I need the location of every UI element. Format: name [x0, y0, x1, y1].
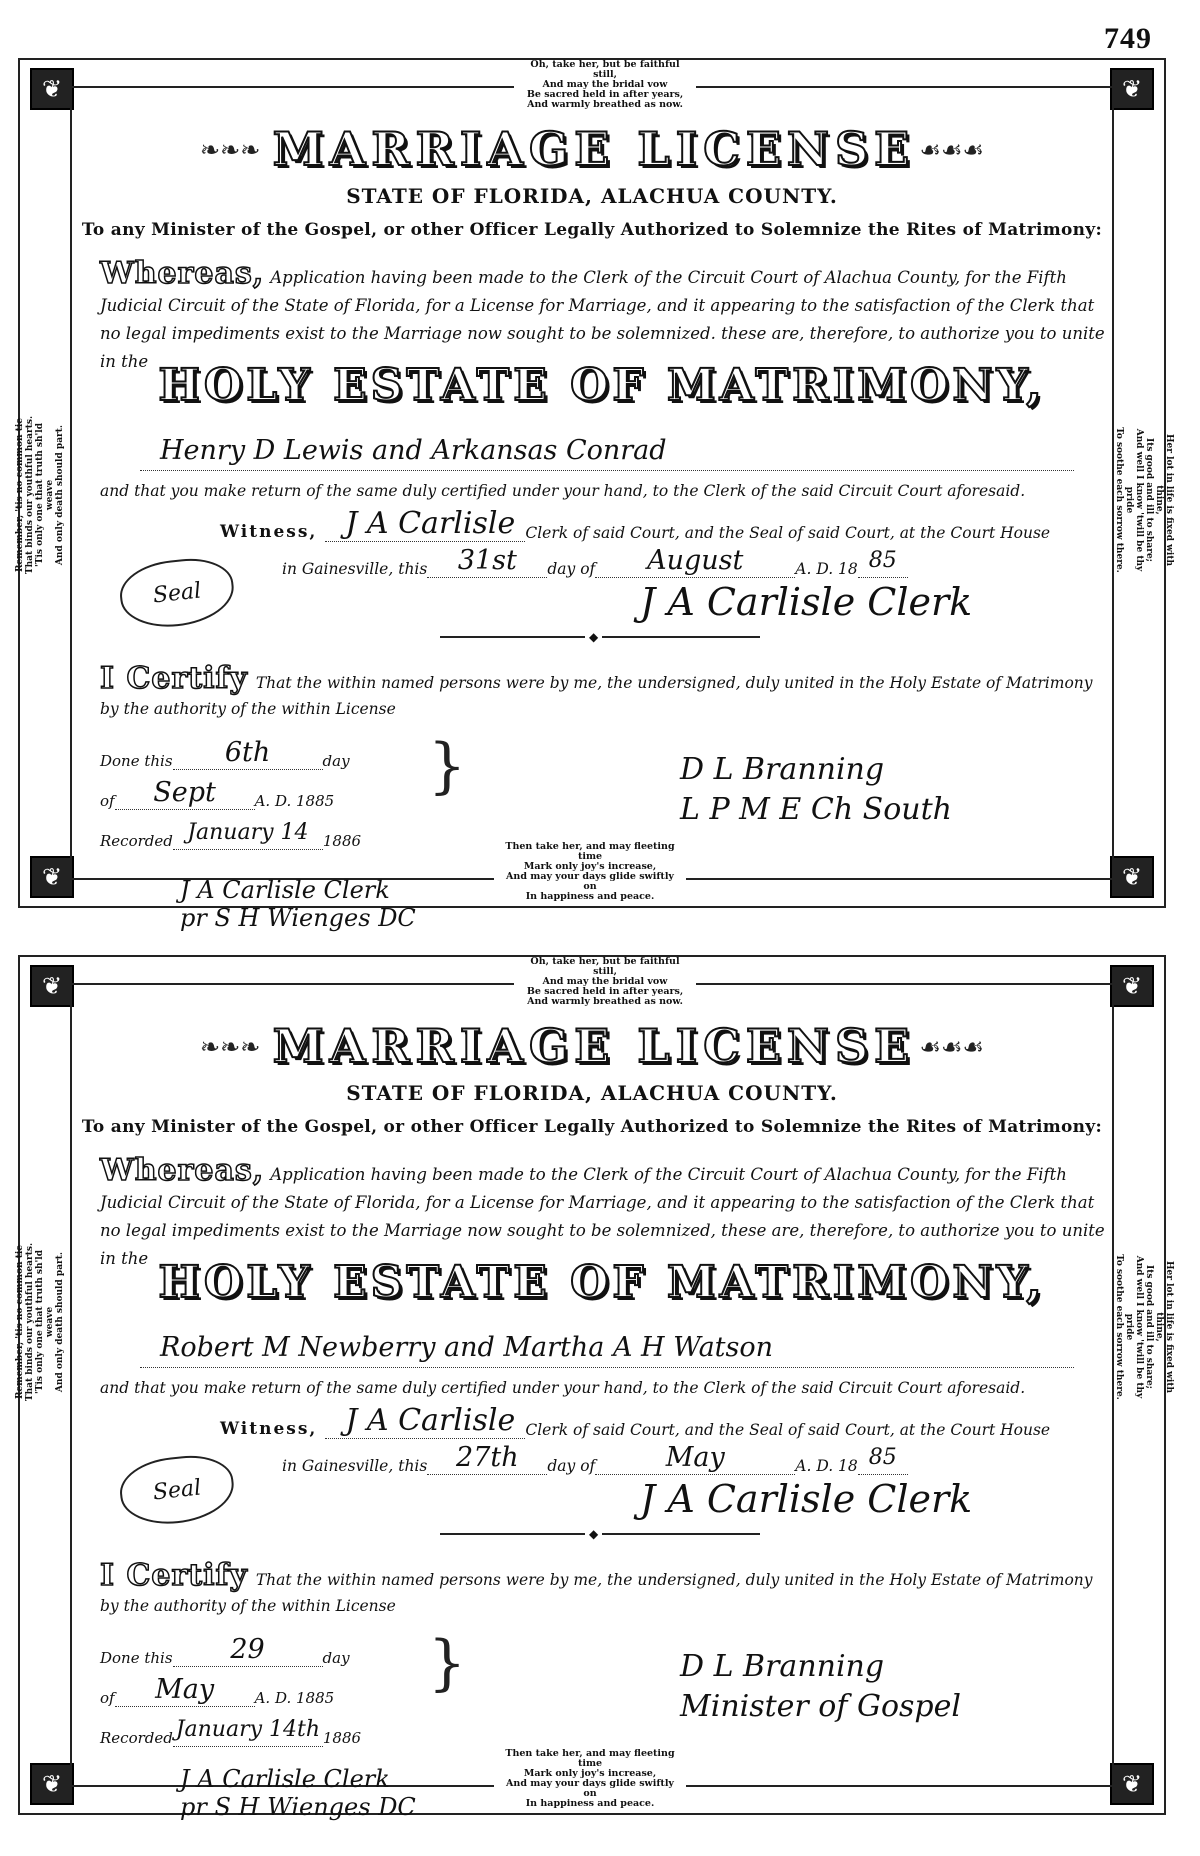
whereas-text: Application having been made to the Clerk of the Circuit Court of Alachua County, for the Fifth Judicial Circuit of the State of Florida, for a License for Marriage, and it appearing to the satisfaction of the Clerk that no legal impediments exist to the Marriage now sought to be solemnized, these are, therefore, to authorize you to unite in the: [100, 1165, 1105, 1268]
corner-ornament-icon: ❦: [30, 68, 74, 110]
recorded-label: Recorded: [100, 832, 173, 850]
in-gainesville-label: in Gainesville, this: [282, 560, 428, 578]
recorded-date: January 14: [173, 817, 323, 850]
state-heading: STATE OF FLORIDA, ALACHUA COUNTY.: [346, 184, 838, 208]
left-side-verse: Remember, 'tis no common tie That binds our youthful hearts. 'Tis only one that truth sh'ld weave And only death should part.: [15, 415, 65, 575]
corner-ornament-icon: ❦: [30, 1763, 74, 1805]
whereas-paragraph: [100, 256, 1112, 376]
done-month: May: [115, 1674, 255, 1707]
issue-date-row: [282, 546, 1104, 578]
flourish-icon: ☙☙☙: [919, 1033, 984, 1061]
recorded-year: 1886: [322, 1729, 362, 1747]
certify-paragraph: [100, 661, 1112, 722]
return-instruction: and that you make return of the same duly certified under your hand, to the Clerk of the said Circuit Court aforesaid.: [100, 1379, 1026, 1397]
whereas-paragraph: [100, 1153, 1112, 1273]
done-ad: A. D. 1885: [254, 792, 335, 810]
bottom-poem: Then take her, and may fleeting time Mark only joy's increase, And may your days glide swiftly on In happiness and peace.: [494, 1749, 686, 1809]
top-poem: Oh, take her, but be faithful still, And may the bridal vow Be sacred held in after years, And warmly breathed as now.: [514, 957, 696, 1007]
clerk-signature: J A Carlisle Clerk: [640, 580, 973, 624]
license-title: MARRIAGE LICENSE: [272, 122, 916, 176]
minister-line-2: Minister of Gospel: [680, 1689, 961, 1724]
corner-ornament-icon: ❦: [1110, 965, 1154, 1007]
minister-signature: [680, 1647, 961, 1727]
done-day: 6th: [173, 737, 323, 770]
license-title: MARRIAGE LICENSE: [272, 1019, 916, 1073]
witness-label: Witness,: [220, 522, 318, 542]
minister-line-2: L P M E Ch South: [680, 792, 952, 827]
page-number: 749: [1104, 22, 1152, 55]
flourish-icon: ❧❧❧: [200, 136, 261, 164]
address-line: To any Minister of the Gospel, or other Officer Legally Authorized to Solemnize the Rites of Matrimony:: [81, 1117, 1103, 1137]
marriage-license-2: [15, 955, 1174, 1821]
top-poem: Oh, take her, but be faithful still, And may the bridal vow Be sacred held in after years, And warmly breathed as now.: [514, 60, 696, 110]
brace-icon: }: [428, 1628, 467, 1698]
flourish-icon: ❧❧❧: [200, 1033, 261, 1061]
corner-ornament-icon: ❦: [1110, 1763, 1154, 1805]
couple-names: Henry D Lewis and Arkansas Conrad: [140, 435, 1074, 471]
minister-signature: [680, 750, 952, 830]
flourish-icon: ☙☙☙: [919, 136, 984, 164]
witness-text: Clerk of said Court, and the Seal of said Court, at the Court House: [525, 1421, 1051, 1439]
right-side-verse: Her lot in life is fixed with thine, Its good and ill to share; And well I know 'twill be thy pride To soothe each sorrow there.: [1114, 1254, 1174, 1400]
day-of-label: day of: [547, 1457, 596, 1475]
witness-row: [220, 508, 1104, 542]
whereas-word: Whereas,: [100, 1153, 265, 1188]
recorder-line-2: pr S H Wienges DC: [180, 904, 416, 932]
issue-month: August: [595, 545, 795, 578]
recorded-date: January 14th: [173, 1714, 323, 1747]
ceremony-date-block: [100, 730, 420, 850]
done-ad: A. D. 1885: [254, 1689, 335, 1707]
ceremony-date-block: [100, 1627, 420, 1747]
issue-day: 31st: [427, 545, 547, 578]
court-seal: Seal: [117, 1451, 237, 1529]
of-label: of: [100, 792, 115, 810]
done-this-label: Done this: [100, 1649, 173, 1667]
corner-ornament-icon: ❦: [1110, 856, 1154, 898]
of-label: of: [100, 1689, 115, 1707]
recorder-signature: [180, 1765, 416, 1821]
whereas-text: Application having been made to the Clerk of the Circuit Court of Alachua County, for the Fifth Judicial Circuit of the State of Florida, for a License for Marriage, and it appearing to the satisfaction of the Clerk that no legal impediments exist to the Marriage now sought to be solemnized. these are, therefore, to authorize you to unite in the: [100, 268, 1105, 371]
issue-date-row: [282, 1443, 1104, 1475]
whereas-word: Whereas,: [100, 256, 265, 291]
recorder-line-1: J A Carlisle Clerk: [180, 876, 390, 904]
recorder-line-2: pr S H Wienges DC: [180, 1793, 416, 1821]
marriage-license-1: [15, 58, 1174, 932]
certify-text: That the within named persons were by me, the undersigned, duly united in the Holy Estate of Matrimony by the authority of the within License: [100, 674, 1093, 718]
corner-ornament-icon: ❦: [30, 965, 74, 1007]
holy-estate-heading: HOLY ESTATE OF MATRIMONY,: [158, 1257, 1046, 1308]
divider-ornament-icon: ◆: [585, 1527, 602, 1541]
witness-row: [220, 1405, 1104, 1439]
corner-ornament-icon: ❦: [30, 856, 74, 898]
return-instruction: and that you make return of the same duly certified under your hand, to the Clerk of the said Circuit Court aforesaid.: [100, 482, 1026, 500]
brace-icon: }: [428, 731, 467, 801]
witness-signature: J A Carlisle: [325, 1404, 525, 1439]
recorder-line-1: J A Carlisle Clerk: [180, 1765, 390, 1793]
certify-text: That the within named persons were by me, the undersigned, duly united in the Holy Estate of Matrimony by the authority of the within License: [100, 1571, 1093, 1615]
divider-ornament-icon: ◆: [585, 630, 602, 644]
done-month: Sept: [115, 777, 255, 810]
holy-estate-heading: HOLY ESTATE OF MATRIMONY,: [158, 360, 1046, 411]
done-this-label: Done this: [100, 752, 173, 770]
recorder-signature: [180, 876, 416, 932]
in-gainesville-label: in Gainesville, this: [282, 1457, 428, 1475]
day-of-label: day of: [547, 560, 596, 578]
witness-text: Clerk of said Court, and the Seal of said Court, at the Court House: [525, 524, 1051, 542]
right-side-verse: Her lot in life is fixed with thine, Its good and ill to share; And well I know 'twill be thy pride To soothe each sorrow there.: [1114, 427, 1174, 573]
minister-line-1: D L Branning: [680, 1649, 885, 1684]
issue-day: 27th: [427, 1442, 547, 1475]
bottom-poem: Then take her, and may fleeting time Mark only joy's increase, And may your days glide swiftly on In happiness and peace.: [494, 842, 686, 902]
day-label: day: [322, 1649, 350, 1667]
certify-paragraph: [100, 1558, 1112, 1619]
state-heading: STATE OF FLORIDA, ALACHUA COUNTY.: [346, 1081, 838, 1105]
ad-label: A. D. 18: [795, 1457, 858, 1475]
left-side-verse: Remember, 'tis no common tie That binds our youthful hearts. 'Tis only one that truth sh'ld weave And only death should part.: [15, 1242, 65, 1402]
minister-line-1: D L Branning: [680, 752, 885, 787]
witness-label: Witness,: [220, 1419, 318, 1439]
couple-names: Robert M Newberry and Martha A H Watson: [140, 1332, 1074, 1368]
certify-word: I Certify: [100, 1558, 248, 1593]
issue-month: May: [595, 1442, 795, 1475]
witness-signature: J A Carlisle: [325, 507, 525, 542]
recorded-year: 1886: [322, 832, 362, 850]
done-day: 29: [173, 1634, 323, 1667]
issue-year: 85: [858, 545, 908, 578]
recorded-label: Recorded: [100, 1729, 173, 1747]
clerk-signature: J A Carlisle Clerk: [640, 1477, 973, 1521]
issue-year: 85: [858, 1442, 908, 1475]
court-seal: Seal: [117, 554, 237, 632]
address-line: To any Minister of the Gospel, or other Officer Legally Authorized to Solemnize the Rites of Matrimony:: [81, 220, 1103, 240]
day-label: day: [322, 752, 350, 770]
ad-label: A. D. 18: [795, 560, 858, 578]
certify-word: I Certify: [100, 661, 248, 696]
corner-ornament-icon: ❦: [1110, 68, 1154, 110]
